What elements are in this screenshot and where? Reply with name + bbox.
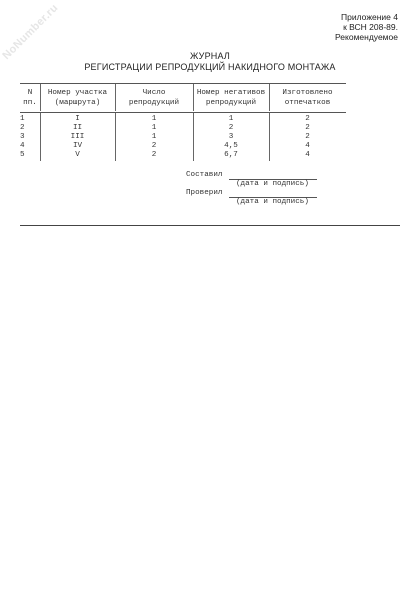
- cell-negative-numbers: 2: [228, 124, 234, 132]
- appendix-line-2: к ВСН 208-89.: [343, 22, 398, 32]
- header-negative-numbers: [193, 88, 269, 108]
- cell-negative-numbers: 3: [228, 133, 234, 141]
- cell-number: 1: [20, 115, 25, 123]
- checked-by-caption: (дата и подпись): [236, 198, 309, 206]
- cell-prints-made: 2: [305, 133, 310, 141]
- cell-number: 5: [20, 151, 25, 159]
- table-header-rule: [20, 112, 346, 113]
- compiled-by-label: Составил: [186, 171, 223, 179]
- header-reproduction-count: [115, 88, 193, 108]
- header-text: репродукций: [128, 99, 180, 107]
- title-line-2: РЕГИСТРАЦИИ РЕПРОДУКЦИЙ НАКИДНОГО МОНТАЖА: [84, 61, 336, 72]
- cell-number: 2: [20, 124, 25, 132]
- cell-number: 4: [20, 142, 25, 150]
- title-line-1: ЖУРНАЛ: [189, 51, 231, 61]
- header-text: (маршрута): [54, 99, 101, 107]
- cell-reproduction-count: 1: [151, 133, 157, 141]
- cell-section: II: [72, 124, 83, 132]
- header-section: [40, 88, 115, 108]
- cell-section: III: [70, 133, 85, 141]
- document-title: [0, 51, 420, 72]
- header-text: отпечатков: [284, 99, 331, 107]
- cell-reproduction-count: 1: [151, 124, 157, 132]
- cell-section: I: [75, 115, 80, 123]
- header-text: пп.: [23, 99, 37, 107]
- header-prints-made: [269, 88, 346, 108]
- header-text: Число: [142, 89, 166, 97]
- cell-section: IV: [72, 142, 83, 150]
- cell-negative-numbers: 4,5: [224, 142, 238, 150]
- watermark: NoNumber.ru: [0, 1, 61, 63]
- header-text: репродукций: [205, 99, 257, 107]
- header-number: [20, 88, 40, 108]
- appendix-note: [335, 12, 398, 42]
- cell-prints-made: 2: [305, 124, 310, 132]
- cell-prints-made: 2: [305, 115, 310, 123]
- table-top-rule: [20, 83, 346, 84]
- header-text: N: [27, 89, 33, 97]
- appendix-line-1: Приложение 4: [341, 12, 398, 22]
- checked-by-label: Проверил: [186, 189, 223, 197]
- cell-prints-made: 4: [305, 151, 310, 159]
- header-text: Изготовлено: [282, 89, 333, 97]
- cell-section: V: [75, 151, 80, 159]
- cell-negative-numbers: 1: [228, 115, 234, 123]
- cell-reproduction-count: 1: [151, 115, 157, 123]
- header-text: Номер негативов: [196, 89, 266, 97]
- appendix-line-3: Рекомендуемое: [335, 32, 398, 42]
- cell-reproduction-count: 2: [151, 151, 157, 159]
- cell-prints-made: 4: [305, 142, 310, 150]
- compiled-by-caption: (дата и подпись): [236, 180, 309, 188]
- cell-reproduction-count: 2: [151, 142, 157, 150]
- cell-number: 3: [20, 133, 25, 141]
- page-bottom-rule: [20, 225, 400, 226]
- cell-negative-numbers: 6,7: [224, 151, 238, 159]
- header-text: Номер участка: [47, 89, 108, 97]
